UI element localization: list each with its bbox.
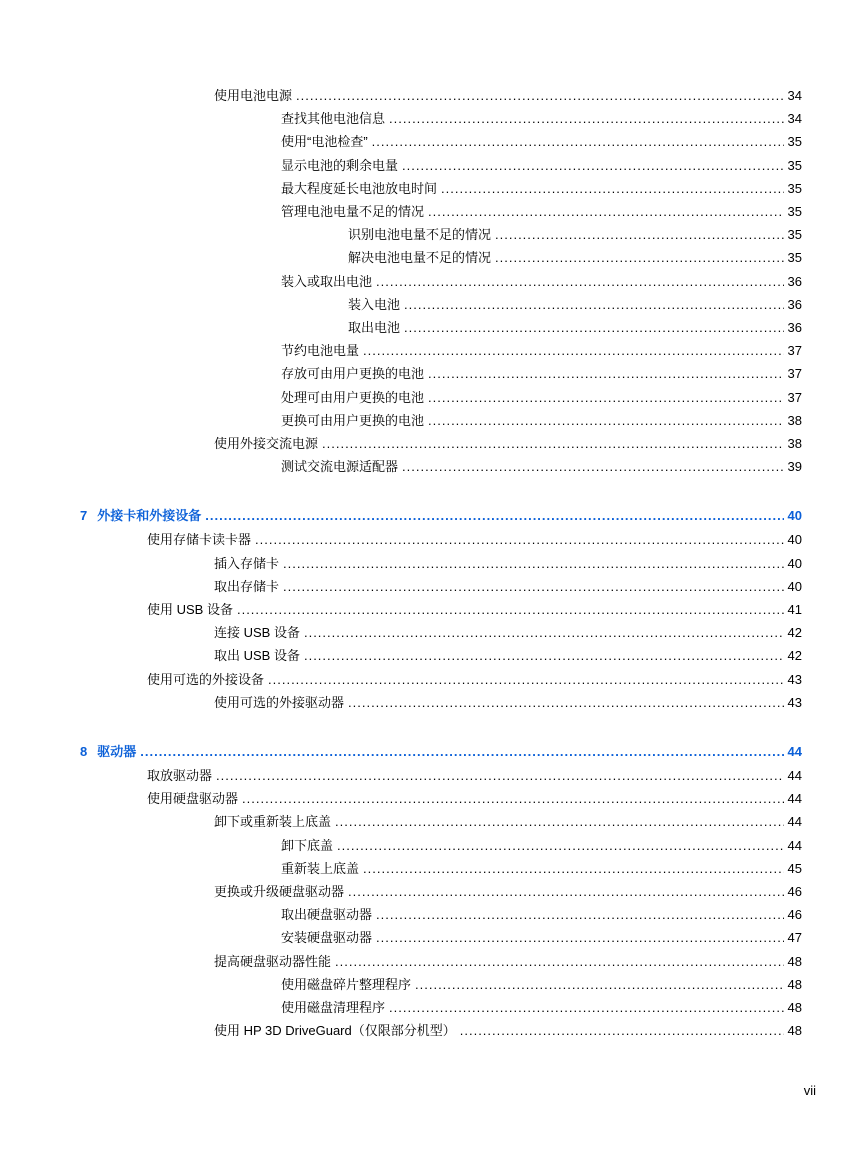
- toc-entry[interactable]: [281, 860, 802, 878]
- toc-entry-page: 46: [787, 907, 802, 923]
- toc-entry-title: [348, 296, 400, 314]
- toc-entry[interactable]: [281, 180, 802, 198]
- toc-entry-page: 43: [787, 671, 802, 687]
- toc-entry-title: [214, 953, 331, 971]
- toc-entry[interactable]: [281, 837, 802, 855]
- dot-leader: [389, 110, 784, 128]
- toc-entry[interactable]: [281, 412, 802, 430]
- dot-leader: [337, 837, 784, 855]
- toc-entry-page: 40: [787, 532, 802, 548]
- toc-entry-page: 35: [787, 157, 802, 173]
- toc-entry-text: 使用磁盘清理程序: [281, 1000, 386, 1015]
- toc-entry[interactable]: [214, 813, 802, 831]
- dot-leader: [283, 578, 784, 596]
- toc-entry-text: 提高硬盘驱动器性能: [214, 953, 332, 969]
- toc-entry-text: 取放驱动器: [147, 768, 213, 783]
- toc-entry-page: 37: [787, 389, 802, 405]
- toc-entry-title: [80, 743, 136, 761]
- toc-entry-page: 42: [787, 648, 802, 664]
- toc-entry-text: 卸下底盖: [281, 837, 334, 853]
- dot-leader: [404, 319, 784, 337]
- toc-entry[interactable]: [281, 389, 802, 407]
- toc-entry-title: [281, 365, 424, 383]
- dot-leader: [428, 203, 784, 221]
- toc-entry[interactable]: [214, 435, 802, 453]
- toc-entry[interactable]: [348, 249, 802, 267]
- toc-chapter-entry[interactable]: [80, 743, 802, 761]
- toc-entry-page: 47: [787, 930, 802, 946]
- toc-entry-text: 最大程度延长电池放电时间: [281, 180, 438, 196]
- toc-entry-text: 使用磁盘碎片整理程序: [281, 976, 412, 992]
- toc-entry[interactable]: [147, 767, 802, 785]
- toc-entry[interactable]: [214, 647, 802, 665]
- toc-entry-title: [147, 767, 212, 785]
- toc-entry-title: [281, 203, 424, 221]
- toc-entry-title: [214, 1022, 456, 1040]
- toc-entry[interactable]: [281, 976, 802, 994]
- toc-entry-text: 连接 USB 设备: [214, 625, 300, 641]
- dot-leader: [348, 694, 784, 712]
- toc-entry-title: [281, 860, 359, 878]
- toc-entry[interactable]: [281, 273, 802, 291]
- toc-entry-page: 40: [787, 555, 802, 571]
- toc-entry-title: [214, 87, 292, 105]
- toc-entry-title: [281, 906, 372, 924]
- dot-leader: [376, 906, 784, 924]
- toc-entry-page: 44: [787, 768, 802, 783]
- toc-entry-title: [281, 412, 424, 430]
- toc-entry-text: 取出硬盘驱动器: [281, 907, 373, 923]
- toc-entry[interactable]: [348, 296, 802, 314]
- toc-entry-page: 41: [787, 602, 802, 617]
- toc-entry-page: 43: [787, 694, 802, 710]
- dot-leader: [216, 767, 784, 785]
- toc-entry-page: 38: [787, 412, 802, 428]
- toc-entry[interactable]: [214, 555, 802, 573]
- toc-entry-page: 44: [787, 814, 802, 830]
- toc-entry-text: 使用“电池检查”: [281, 134, 368, 150]
- toc-entry-text: 重新装上底盖: [281, 860, 360, 876]
- toc-entry-title: [348, 249, 491, 267]
- toc-entry-title: [147, 601, 233, 619]
- toc-entry-text: 识别电池电量不足的情况: [348, 227, 492, 243]
- toc-entry-title: [281, 389, 424, 407]
- toc-entry-page: 36: [787, 273, 802, 289]
- toc-entry-page: 46: [787, 884, 802, 899]
- toc-entry-title: [281, 180, 437, 198]
- toc-entry-page: 34: [787, 88, 802, 103]
- toc-entry-title: [214, 694, 344, 712]
- toc-entry-page: 34: [787, 111, 802, 127]
- toc-entry[interactable]: [281, 157, 802, 175]
- toc-entry-page: 44: [787, 837, 802, 853]
- toc-entry[interactable]: [281, 906, 802, 924]
- toc-entry-text: 节约电池电量: [281, 343, 360, 359]
- toc-chapter-entry[interactable]: [80, 507, 802, 525]
- dot-leader: [205, 507, 783, 525]
- toc-entry[interactable]: [281, 110, 802, 128]
- toc-entry-title: [214, 435, 318, 453]
- dot-leader: [428, 365, 784, 383]
- toc-entry-title: [281, 458, 398, 476]
- dot-leader: [268, 671, 784, 689]
- dot-leader: [363, 860, 784, 878]
- dot-leader: [283, 555, 784, 573]
- dot-leader: [363, 342, 784, 360]
- toc-entry-text: 外接卡和外接设备: [97, 508, 202, 524]
- toc-entry-text: 使用可选的外接驱动器: [214, 694, 345, 710]
- dot-leader: [415, 976, 784, 994]
- toc-entry-page: 35: [787, 204, 802, 219]
- toc-entry[interactable]: [214, 578, 802, 596]
- toc-entry-title: [281, 342, 359, 360]
- chapter-number: 8: [80, 744, 88, 759]
- toc-entry-title: [80, 507, 201, 525]
- toc-entry[interactable]: [214, 624, 802, 642]
- toc-entry-text: 处理可由用户更换的电池: [281, 389, 425, 405]
- dot-leader: [389, 999, 784, 1017]
- dot-leader: [460, 1022, 784, 1040]
- dot-leader: [237, 601, 784, 619]
- toc-entry-page: 45: [787, 860, 802, 876]
- toc-entry-text: 使用 HP 3D DriveGuard（仅限部分机型）: [214, 1023, 456, 1039]
- toc-entry-text: 取出电池: [348, 320, 401, 335]
- toc-entry[interactable]: [281, 365, 802, 383]
- toc-entry-text: 取出存储卡: [214, 578, 280, 594]
- toc-entry-page: 42: [787, 625, 802, 641]
- toc-entry-page: 44: [787, 791, 802, 807]
- toc-entry-page: 35: [787, 180, 802, 196]
- toc-entry-title: [214, 883, 344, 901]
- toc-entry-title: [281, 837, 333, 855]
- toc-entry-page: 35: [787, 134, 802, 150]
- toc-entry-text: 装入或取出电池: [281, 273, 373, 289]
- toc-entry-page: 48: [787, 976, 802, 992]
- toc-entry-text: 卸下或重新装上底盖: [214, 814, 332, 830]
- toc-entry-title: [214, 647, 300, 665]
- toc-entry-text: 使用 USB 设备: [147, 602, 233, 617]
- dot-leader: [255, 531, 784, 549]
- toc-entry-page: 48: [787, 953, 802, 969]
- toc-entry[interactable]: [214, 87, 802, 105]
- toc-entry-page: 37: [787, 366, 802, 382]
- dot-leader: [428, 389, 784, 407]
- toc-entry-title: [214, 555, 279, 573]
- toc-entry-text: 使用存储卡读卡器: [147, 532, 252, 548]
- toc-entry-text: 存放可由用户更换的电池: [281, 366, 425, 382]
- toc-entry-title: [147, 790, 238, 808]
- dot-leader: [428, 412, 784, 430]
- toc-entry[interactable]: [214, 694, 802, 712]
- toc-entry-page: 36: [787, 320, 802, 335]
- toc-entry-title: [214, 624, 300, 642]
- toc-entry-text: 测试交流电源适配器: [281, 459, 399, 475]
- dot-leader: [304, 647, 784, 665]
- toc-entry-page: 40: [787, 508, 802, 524]
- toc-entry[interactable]: [281, 999, 802, 1017]
- toc-entry-page: 39: [787, 459, 802, 475]
- toc-entry-text: 显示电池的剩余电量: [281, 157, 399, 173]
- toc-entry-title: [348, 226, 491, 244]
- toc-entry[interactable]: [281, 133, 802, 151]
- toc-entry-title: [214, 813, 331, 831]
- dot-leader: [335, 813, 784, 831]
- toc-entry-title: [281, 133, 368, 151]
- toc-entry[interactable]: [214, 1022, 802, 1040]
- toc-entry-text: 解决电池电量不足的情况: [348, 250, 492, 266]
- toc-entry[interactable]: [281, 929, 802, 947]
- dot-leader: [348, 883, 784, 901]
- toc-entry-text: 更换可由用户更换的电池: [281, 412, 425, 428]
- toc-entry[interactable]: [147, 790, 802, 808]
- toc-entry[interactable]: [348, 319, 802, 337]
- toc-entry-text: 使用可选的外接设备: [147, 671, 265, 687]
- chapter-number: 7: [80, 508, 88, 524]
- toc-entry-title: [281, 110, 385, 128]
- toc-entry-title: [214, 578, 279, 596]
- dot-leader: [376, 273, 784, 291]
- toc-entry[interactable]: [147, 671, 802, 689]
- toc-entry-text: 使用外接交流电源: [214, 436, 319, 451]
- dot-leader: [495, 226, 784, 244]
- toc-entry-page: 40: [787, 578, 802, 594]
- dot-leader: [376, 929, 784, 947]
- dot-leader: [402, 157, 784, 175]
- dot-leader: [404, 296, 784, 314]
- dot-leader: [296, 87, 784, 105]
- dot-leader: [372, 133, 784, 151]
- toc-entry-title: [281, 976, 411, 994]
- toc-entry-page: 35: [787, 227, 802, 243]
- toc-entry[interactable]: [214, 883, 802, 901]
- dot-leader: [495, 249, 784, 267]
- dot-leader: [140, 743, 783, 761]
- dot-leader: [322, 435, 784, 453]
- toc-entry-page: 37: [787, 343, 802, 359]
- toc-entry-title: [147, 671, 264, 689]
- dot-leader: [304, 624, 784, 642]
- toc-entry-text: 装入电池: [348, 296, 401, 312]
- toc-entry-title: [281, 273, 372, 291]
- toc-entry[interactable]: [281, 203, 802, 221]
- toc-entry-text: 更换或升级硬盘驱动器: [214, 884, 345, 899]
- toc-entry-text: 使用电池电源: [214, 88, 293, 103]
- toc-entry[interactable]: [147, 531, 802, 549]
- toc-entry-text: 插入存储卡: [214, 555, 280, 571]
- dot-leader: [441, 180, 784, 198]
- toc-entry[interactable]: [281, 458, 802, 476]
- page-number: vii: [803, 1083, 816, 1098]
- toc-entry-text: 使用硬盘驱动器: [147, 791, 239, 807]
- toc-entry-text: 取出 USB 设备: [214, 648, 300, 664]
- dot-leader: [242, 790, 784, 808]
- toc-entry-title: [281, 999, 385, 1017]
- toc-entry[interactable]: [214, 953, 802, 971]
- toc-entry-page: 38: [787, 436, 802, 451]
- toc-entry-title: [281, 157, 398, 175]
- toc-entry-page: 48: [787, 1023, 802, 1039]
- dot-leader: [335, 953, 784, 971]
- toc-entry-page: 44: [787, 744, 802, 759]
- toc-entry-title: [348, 319, 400, 337]
- toc-entry[interactable]: [147, 601, 802, 619]
- toc-entry[interactable]: [281, 342, 802, 360]
- toc-entry-text: 管理电池电量不足的情况: [281, 204, 425, 219]
- toc-entry-page: 36: [787, 296, 802, 312]
- toc-entry-title: [147, 531, 251, 549]
- dot-leader: [402, 458, 784, 476]
- toc-entry-page: 48: [787, 1000, 802, 1015]
- toc-entry-text: 驱动器: [97, 744, 137, 759]
- toc-entry-page: 35: [787, 250, 802, 266]
- toc-entry[interactable]: [348, 226, 802, 244]
- toc-entry-text: 安装硬盘驱动器: [281, 930, 373, 946]
- toc-entry-text: 查找其他电池信息: [281, 111, 386, 127]
- toc-entry-title: [281, 929, 372, 947]
